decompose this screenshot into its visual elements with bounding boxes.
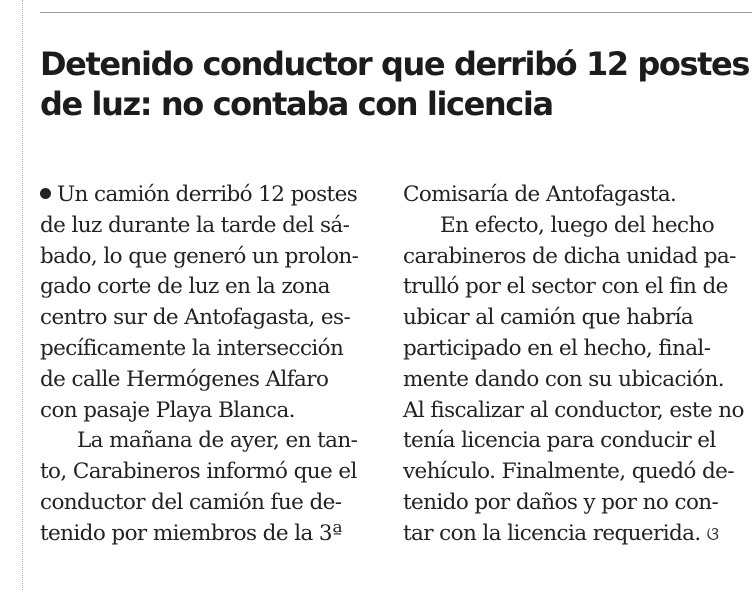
paragraph-line-text: tar con la licencia requerida. xyxy=(403,520,701,546)
paragraph-line: participado en el hecho, final- xyxy=(403,335,711,361)
paragraph-line: ubicar al camión que habría xyxy=(403,305,694,331)
paragraph-line xyxy=(40,180,365,211)
paragraph-line: mente dando con su ubicación. xyxy=(403,366,724,392)
paragraph-line: tenido por miembros de la 3ª xyxy=(40,520,342,546)
paragraph-line: gado corte de luz en la zona xyxy=(40,274,330,300)
paragraph-line: centro sur de Antofagasta, es- xyxy=(40,305,351,331)
paragraph-line: Comisaría de Antofagasta. xyxy=(403,182,677,207)
end-mark-icon: ଓ xyxy=(706,523,718,545)
paragraph-line: tenía licencia para conducir el xyxy=(403,428,716,454)
paragraph-line: pecíficamente la intersección xyxy=(40,335,344,361)
paragraph-line xyxy=(403,519,728,551)
paragraph-line: bado, lo que generó un prolon- xyxy=(40,243,359,269)
paragraph-line: carabineros de dicha unidad pa- xyxy=(403,243,736,269)
headline xyxy=(40,44,750,124)
left-column xyxy=(40,180,365,550)
paragraph-line: vehículo. Finalmente, quedó de- xyxy=(403,459,734,485)
paragraph-line: En efecto, luego del hecho xyxy=(440,212,715,238)
paragraph-line: tenido por daños y por no con- xyxy=(403,489,719,515)
bullet-icon xyxy=(40,188,51,199)
paragraph-line: con pasaje Playa Blanca. xyxy=(40,397,295,423)
paragraph-line: conductor del camión fue de- xyxy=(40,489,342,515)
headline-line-2: de luz: no contaba con licencia xyxy=(40,85,553,123)
paragraph-line: Al fiscalizar al conductor, este no xyxy=(403,397,744,423)
paragraph-line: de calle Hermógenes Alfaro xyxy=(40,366,329,392)
right-column xyxy=(403,180,744,551)
paragraph-line: trulló por el sector con el fin de xyxy=(403,274,728,300)
paragraph-line: to, Carabineros informó que el xyxy=(40,459,357,485)
top-rule xyxy=(40,12,752,13)
paragraph-line: La mañana de ayer, en tan- xyxy=(77,428,358,454)
paragraph-line-text: Un camión derribó 12 postes xyxy=(57,182,358,207)
headline-line-1: Detenido conductor que derribó 12 postes xyxy=(40,45,750,83)
column-divider-rule xyxy=(22,0,23,590)
paragraph-line: de luz durante la tarde del sá- xyxy=(40,212,350,238)
